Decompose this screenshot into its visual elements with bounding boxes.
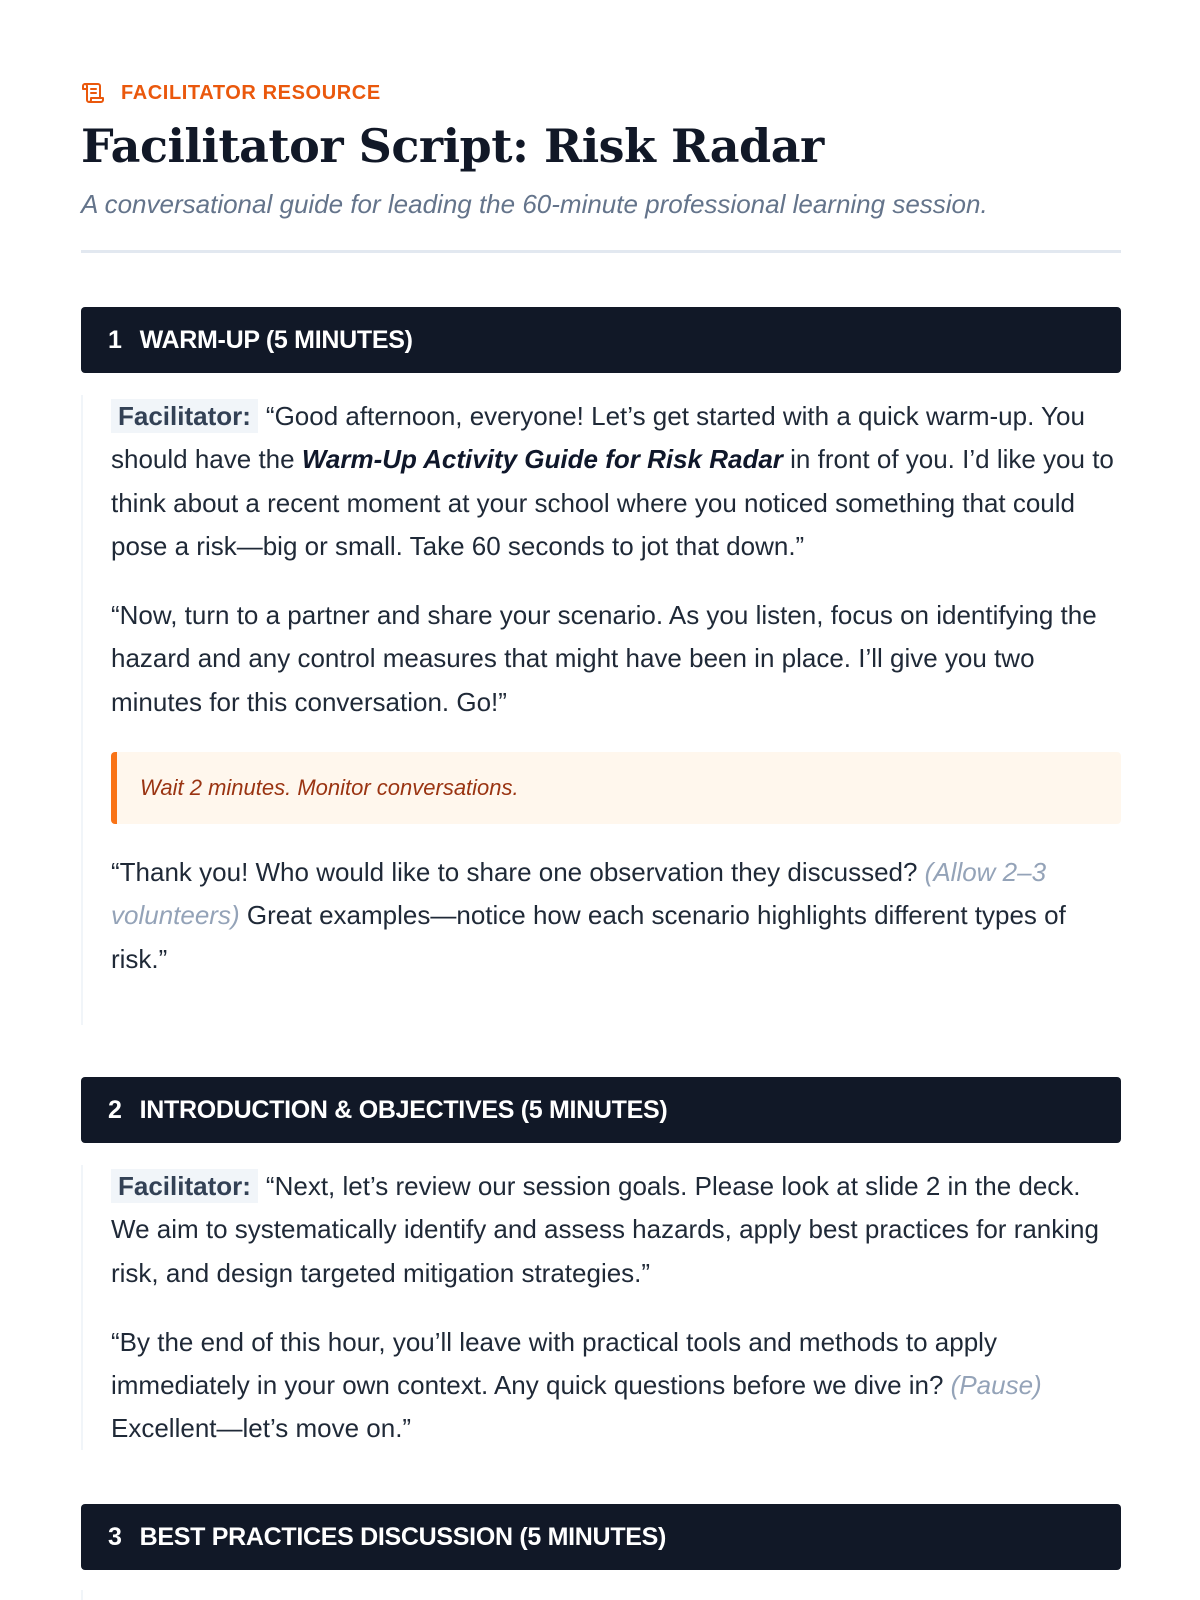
header-divider <box>81 250 1121 253</box>
stage-direction: (Pause) <box>950 1370 1042 1401</box>
script-text: “Next, let’s review our session goals. Please look at slide 2 in the deck. We aim to systematically identify and assess hazards, apply best practices for ranking risk, and design targeted mitigation strategies.” <box>111 1171 1099 1288</box>
page-title: Facilitator Script: Risk Radar <box>81 119 824 173</box>
section-header-best-practices <box>81 1504 1121 1570</box>
script-text: Great examples—notice how each scenario highlights different types of risk.” <box>111 900 1066 974</box>
script-paragraph: “Now, turn to a partner and share your scenario. As you listen, focus on identifying the hazard and any control measures that might have been in place. I’ll give you two minutes for this conversation. Go!” <box>111 600 1097 717</box>
stage-direction: (Allow 2–3 volunteers) <box>111 857 1047 931</box>
speaker-label: Facilitator: <box>111 1169 258 1203</box>
section-body-best-practices <box>81 1590 1121 1600</box>
kicker-label: FACILITATOR RESOURCE <box>121 81 381 104</box>
section-header-introduction <box>81 1077 1121 1143</box>
scroll-icon <box>81 81 105 105</box>
document-reference: Warm-Up Activity Guide for Risk Radar <box>301 444 783 475</box>
script-text: “Thank you! Who would like to share one observation they discussed? <box>111 857 925 888</box>
script-text: in front of you. I’d like you to think about a recent moment at your school where you noticed something that could pose a risk—big or small. Take 60 seconds to jot that down.” <box>111 444 1114 561</box>
script-paragraph <box>111 851 1121 981</box>
page-subtitle: A conversational guide for leading the 60-minute professional learning session. <box>81 189 988 219</box>
section-number: 2 <box>108 1095 122 1124</box>
script-paragraph <box>111 1165 1121 1295</box>
resource-kicker <box>81 80 381 106</box>
facilitator-note-callout: Wait 2 minutes. Monitor conversations. <box>111 752 1121 824</box>
section-title: INTRODUCTION & OBJECTIVES (5 MINUTES) <box>139 1095 668 1124</box>
section-body-warm-up <box>81 395 1121 1025</box>
section-number: 1 <box>108 325 122 354</box>
section-number: 3 <box>108 1522 122 1551</box>
script-paragraph <box>111 1321 1121 1451</box>
section-body-introduction <box>81 1165 1121 1450</box>
script-text: “By the end of this hour, you’ll leave with practical tools and methods to apply immediately in your own context. Any quick questions before we dive in? <box>111 1326 997 1401</box>
section-title: WARM-UP (5 MINUTES) <box>139 325 413 354</box>
speaker-label: Facilitator: <box>111 399 258 433</box>
section-header-warm-up <box>81 307 1121 373</box>
script-text: “Good afternoon, everyone! Let’s get started with a quick warm-up. You should have the <box>111 401 1085 475</box>
section-title: BEST PRACTICES DISCUSSION (5 MINUTES) <box>139 1522 667 1551</box>
script-text: Excellent—let’s move on.” <box>111 1413 412 1444</box>
script-paragraph <box>111 395 1121 568</box>
